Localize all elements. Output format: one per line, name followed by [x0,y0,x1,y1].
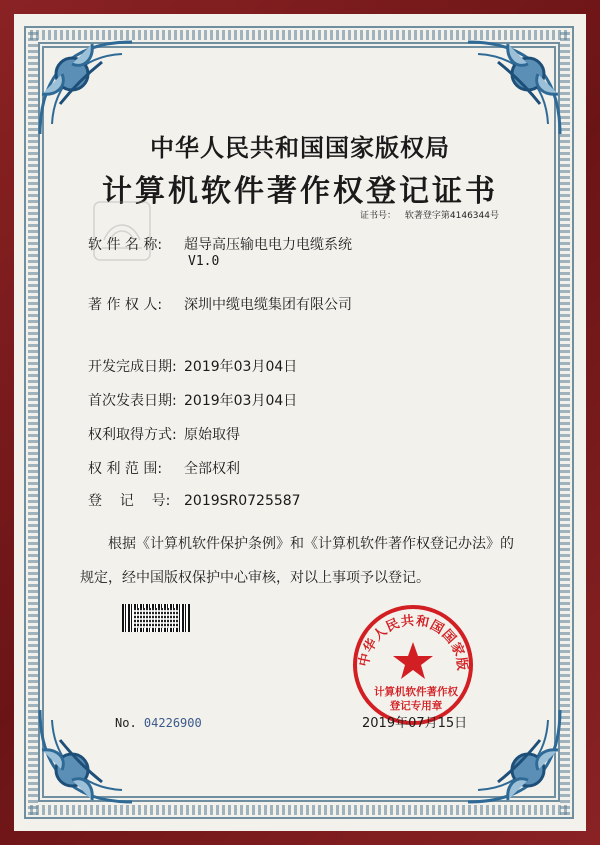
software-name-value: 超导高压输电电力电缆系统 [184,237,352,253]
star-icon [393,642,433,679]
dev-date-row [88,356,297,376]
pub-date-value: 2019年03月04日 [184,393,298,409]
method-row [88,424,240,444]
seal-line-2: 登记专用章 [389,700,443,712]
statement-line-1: 根据《计算机软件保护条例》和《计算机软件著作权登记办法》的 [108,536,514,552]
seal-line-1: 计算机软件著作权 [374,686,458,698]
software-name-label: 软 件 名 称: [88,237,163,253]
certificate-number: 证书号： 软著登字第4146344号 [360,211,499,221]
scope-value: 全部权利 [184,461,240,477]
method-label: 权利取得方式: [88,427,177,443]
scope-row [88,458,240,478]
method-value: 原始取得 [184,427,240,443]
software-name-row [88,234,352,254]
reg-no-value: 2019SR0725587 [184,493,301,509]
certificate-title: 计算机软件著作权登记证书 [102,174,498,209]
scope-label: 权 利 范 围: [88,461,163,477]
software-version: V1.0 [188,254,220,269]
owner-label: 著 作 权 人: [88,297,163,313]
reg-no-label: 登 记 号: [88,493,171,509]
pub-date-row [88,390,297,410]
pub-date-label: 首次发表日期: [88,393,177,409]
issuing-authority: 中华人民共和国国家版权局 [150,133,450,162]
dev-date-label: 开发完成日期: [88,359,177,375]
barcode-overlay [134,608,178,628]
issue-date: 2019年07月15日 [362,716,468,731]
seal-arc-text: 中华人民共和国国家版 [356,613,470,673]
owner-value: 深圳中缆电缆集团有限公司 [184,297,352,313]
dev-date-value: 2019年03月04日 [184,359,298,375]
statement-line-2: 规定，经中国版权保护中心审核，对以上事项予以登记。 [80,570,430,586]
reg-no-row [88,490,301,510]
serial-number: No. 04226900 [115,716,202,730]
owner-row [88,294,352,314]
